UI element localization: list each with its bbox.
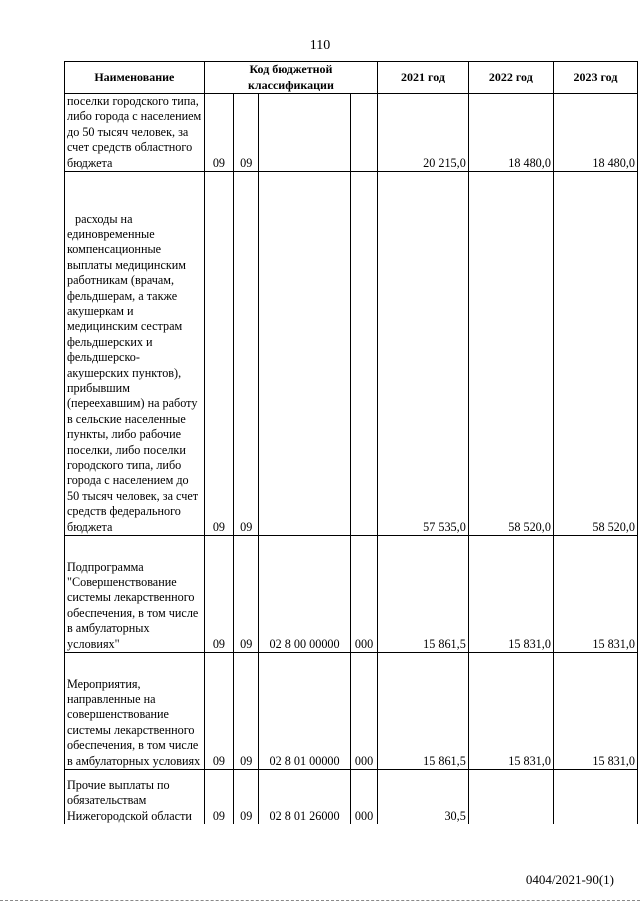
row-value-2023: 58 520,0 <box>553 172 637 536</box>
table-row <box>65 172 638 536</box>
table-row <box>65 536 638 653</box>
row-value-2021: 57 535,0 <box>378 172 469 536</box>
row-code-target <box>259 94 351 172</box>
row-code-subsection: 09 <box>234 94 259 172</box>
row-code-subsection: 09 <box>234 172 259 536</box>
row-name: Подпрограмма "Совершенствование системы лекарственного обеспечения, в том числе в амбулаторных условиях" <box>65 536 205 653</box>
header-2023: 2023 год <box>553 62 637 94</box>
table-row <box>65 94 638 172</box>
row-value-2023 <box>553 770 637 825</box>
row-code-target <box>259 172 351 536</box>
row-value-2021: 20 215,0 <box>378 94 469 172</box>
row-code-type <box>350 94 377 172</box>
row-code-section: 09 <box>204 94 233 172</box>
row-value-2023: 15 831,0 <box>553 536 637 653</box>
header-2021: 2021 год <box>378 62 469 94</box>
row-code-section: 09 <box>204 770 233 825</box>
row-value-2022: 58 520,0 <box>468 172 553 536</box>
header-name: Наименование <box>65 62 205 94</box>
row-value-2022: 15 831,0 <box>468 653 553 770</box>
page-number: 110 <box>309 38 331 53</box>
row-name: поселки городского типа, либо города с населением до 50 тысяч человек, за счет средств областного бюджета <box>65 94 205 172</box>
row-value-2022: 18 480,0 <box>468 94 553 172</box>
row-code-subsection: 09 <box>234 770 259 825</box>
header-2022: 2022 год <box>468 62 553 94</box>
table-header-row <box>65 62 638 94</box>
row-code-subsection: 09 <box>234 653 259 770</box>
row-value-2021: 15 861,5 <box>378 536 469 653</box>
row-code-type: 000 <box>350 770 377 825</box>
row-code-target: 02 8 01 26000 <box>259 770 351 825</box>
table-row <box>65 770 638 825</box>
row-name: расходы на единовременные компенсационные выплаты медицинским работникам (врачам, фельдшерам, а также акушеркам и медицинским сестрам фельдшерских и фельдшерско-акушерских пунктов), прибывшим (переехавшим) на работу в сельские населенные пункты, либо рабочие поселки, либо поселки городского типа, либо города с населением до 50 тысяч человек, за счет средств федерального бюджета <box>65 172 205 536</box>
row-code-section: 09 <box>204 172 233 536</box>
page-bottom-rule <box>0 900 640 901</box>
budget-table <box>64 61 638 824</box>
row-value-2021: 30,5 <box>378 770 469 825</box>
row-name: Прочие выплаты по обязательствам Нижегородской области <box>65 770 205 825</box>
row-code-type: 000 <box>350 536 377 653</box>
row-value-2022: 15 831,0 <box>468 536 553 653</box>
row-code-section: 09 <box>204 536 233 653</box>
header-code: Код бюджетной классификации <box>204 62 378 94</box>
row-value-2023: 18 480,0 <box>553 94 637 172</box>
row-code-subsection: 09 <box>234 536 259 653</box>
row-code-type <box>350 172 377 536</box>
table-row <box>65 653 638 770</box>
row-code-section: 09 <box>204 653 233 770</box>
row-code-type: 000 <box>350 653 377 770</box>
document-code: 0404/2021-90(1) <box>525 872 614 887</box>
row-value-2021: 15 861,5 <box>378 653 469 770</box>
row-value-2023: 15 831,0 <box>553 653 637 770</box>
row-name: Мероприятия, направленные на совершенствование системы лекарственного обеспечения, в том числе в амбулаторных условиях <box>65 653 205 770</box>
row-code-target: 02 8 01 00000 <box>259 653 351 770</box>
row-value-2022 <box>468 770 553 825</box>
row-code-target: 02 8 00 00000 <box>259 536 351 653</box>
